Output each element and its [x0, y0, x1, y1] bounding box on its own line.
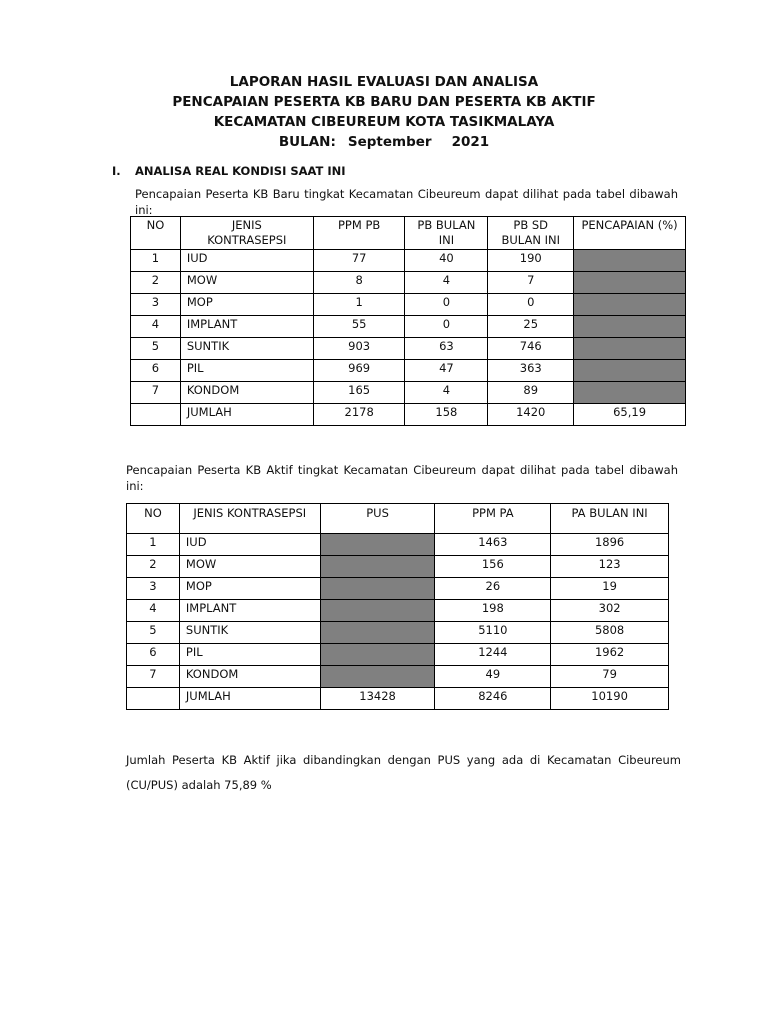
- table-row: [131, 382, 686, 404]
- cell-jenis: PIL: [180, 360, 313, 382]
- header-pb-sd-bulan-ini: PB SD BULAN INI: [488, 217, 574, 250]
- cell-ppm-pb: 1: [313, 294, 405, 316]
- cell-pa-bulan-ini: 19: [551, 578, 669, 600]
- cell-ppm-pb: 77: [313, 250, 405, 272]
- section-number: I.: [112, 164, 121, 178]
- cell-no: 2: [127, 556, 180, 578]
- table-row: [131, 272, 686, 294]
- cell-pencapaian-shaded: [574, 272, 686, 294]
- cell-pa-bulan-ini: 302: [551, 600, 669, 622]
- table-header-row: [127, 504, 669, 534]
- table-kb-baru: [130, 216, 686, 426]
- cell-no: [131, 404, 181, 426]
- cell-pencapaian-shaded: [574, 382, 686, 404]
- cell-pb-sd-bulan-ini: 7: [488, 272, 574, 294]
- cell-no: [127, 688, 180, 710]
- header-no: NO: [127, 504, 180, 534]
- cell-no: 5: [127, 622, 180, 644]
- cell-pb-bulan-ini: 0: [405, 294, 488, 316]
- cell-total-pb-bulan-ini: 158: [405, 404, 488, 426]
- cell-ppm-pb: 165: [313, 382, 405, 404]
- cell-total-ppm-pb: 2178: [313, 404, 405, 426]
- cell-pus-shaded: [320, 622, 435, 644]
- header-pus: PUS: [320, 504, 435, 534]
- table-row: [127, 556, 669, 578]
- cell-ppm-pa: 1244: [435, 644, 551, 666]
- cell-jenis: MOW: [179, 556, 320, 578]
- table-row: [127, 600, 669, 622]
- cell-ppm-pa: 5110: [435, 622, 551, 644]
- cell-pencapaian-shaded: [574, 360, 686, 382]
- cell-total-pa-bulan-ini: 10190: [551, 688, 669, 710]
- report-title: [0, 72, 768, 152]
- title-line-3: KECAMATAN CIBEUREUM KOTA TASIKMALAYA: [213, 114, 555, 130]
- cell-pencapaian-shaded: [574, 250, 686, 272]
- cell-jenis: KONDOM: [179, 666, 320, 688]
- cell-jenis: IMPLANT: [180, 316, 313, 338]
- cell-pb-sd-bulan-ini: 363: [488, 360, 574, 382]
- cell-pus-shaded: [320, 578, 435, 600]
- cell-no: 7: [127, 666, 180, 688]
- table-row: [131, 316, 686, 338]
- cell-pencapaian-shaded: [574, 316, 686, 338]
- table-kb-aktif: [126, 503, 669, 710]
- cell-ppm-pb: 903: [313, 338, 405, 360]
- cell-pus-shaded: [320, 556, 435, 578]
- cell-jenis: IUD: [180, 250, 313, 272]
- cell-no: 4: [131, 316, 181, 338]
- cell-pus-shaded: [320, 666, 435, 688]
- cell-no: 5: [131, 338, 181, 360]
- cell-pb-bulan-ini: 0: [405, 316, 488, 338]
- cell-pencapaian-shaded: [574, 338, 686, 360]
- paragraph-kb-baru: Pencapaian Peserta KB Baru tingkat Kecamatan Cibeureum dapat dilihat pada tabel dibawah ini:: [135, 187, 678, 217]
- cell-pb-sd-bulan-ini: 25: [488, 316, 574, 338]
- cell-pa-bulan-ini: 5808: [551, 622, 669, 644]
- header-pb-bulan-ini: PB BULAN INI: [405, 217, 488, 250]
- cell-jenis: MOP: [180, 294, 313, 316]
- cell-total-pb-sd-bulan-ini: 1420: [488, 404, 574, 426]
- cell-jumlah-label: JUMLAH: [180, 404, 313, 426]
- table-row: [131, 360, 686, 382]
- table-row: [127, 534, 669, 556]
- table-row: [127, 644, 669, 666]
- cell-pb-bulan-ini: 40: [405, 250, 488, 272]
- conclusion-paragraph: Jumlah Peserta KB Aktif jika dibandingkan dengan PUS yang ada di Kecamatan Cibeureum (CU/PUS) adalah 75,89 %: [126, 753, 681, 792]
- table-header-row: [131, 217, 686, 250]
- cell-pb-sd-bulan-ini: 89: [488, 382, 574, 404]
- cell-ppm-pa: 49: [435, 666, 551, 688]
- cell-jenis: MOW: [180, 272, 313, 294]
- cell-no: 3: [131, 294, 181, 316]
- cell-jenis: SUNTIK: [179, 622, 320, 644]
- cell-total-pencapaian: 65,19: [574, 404, 686, 426]
- month-value: September: [347, 134, 432, 150]
- cell-pb-sd-bulan-ini: 0: [488, 294, 574, 316]
- cell-ppm-pb: 55: [313, 316, 405, 338]
- cell-pb-bulan-ini: 4: [405, 272, 488, 294]
- cell-no: 1: [127, 534, 180, 556]
- table-total-row: [127, 688, 669, 710]
- cell-pus-shaded: [320, 600, 435, 622]
- cell-no: 7: [131, 382, 181, 404]
- table-row: [131, 294, 686, 316]
- cell-ppm-pb: 8: [313, 272, 405, 294]
- paragraph-kb-aktif: Pencapaian Peserta KB Aktif tingkat Kecamatan Cibeureum dapat dilihat pada tabel dibawah ini:: [126, 463, 678, 493]
- table-total-row: [131, 404, 686, 426]
- section-heading: [112, 164, 346, 178]
- header-jenis-kontrasepsi: JENIS KONTRASEPSI: [179, 504, 320, 534]
- header-pencapaian: PENCAPAIAN (%): [574, 217, 686, 250]
- cell-pus-shaded: [320, 534, 435, 556]
- cell-pb-sd-bulan-ini: 746: [488, 338, 574, 360]
- cell-pb-bulan-ini: 47: [405, 360, 488, 382]
- table-row: [131, 338, 686, 360]
- cell-pb-bulan-ini: 63: [405, 338, 488, 360]
- header-jenis-kontrasepsi: JENIS KONTRASEPSI: [180, 217, 313, 250]
- cell-no: 2: [131, 272, 181, 294]
- cell-pus-shaded: [320, 644, 435, 666]
- cell-no: 1: [131, 250, 181, 272]
- header-no: NO: [131, 217, 181, 250]
- cell-jenis: MOP: [179, 578, 320, 600]
- cell-jumlah-label: JUMLAH: [179, 688, 320, 710]
- cell-ppm-pa: 156: [435, 556, 551, 578]
- cell-no: 3: [127, 578, 180, 600]
- cell-pb-sd-bulan-ini: 190: [488, 250, 574, 272]
- cell-ppm-pa: 198: [435, 600, 551, 622]
- cell-total-pus: 13428: [320, 688, 435, 710]
- header-pa-bulan-ini: PA BULAN INI: [551, 504, 669, 534]
- cell-jenis: SUNTIK: [180, 338, 313, 360]
- cell-pa-bulan-ini: 79: [551, 666, 669, 688]
- header-ppm-pa: PPM PA: [435, 504, 551, 534]
- year-value: 2021: [451, 134, 490, 150]
- cell-total-ppm-pa: 8246: [435, 688, 551, 710]
- table-row: [127, 622, 669, 644]
- cell-pa-bulan-ini: 1962: [551, 644, 669, 666]
- cell-ppm-pa: 26: [435, 578, 551, 600]
- cell-pencapaian-shaded: [574, 294, 686, 316]
- cell-no: 6: [127, 644, 180, 666]
- title-line-2: PENCAPAIAN PESERTA KB BARU DAN PESERTA KB AKTIF: [172, 94, 596, 110]
- table-row: [127, 578, 669, 600]
- cell-pb-bulan-ini: 4: [405, 382, 488, 404]
- cell-pa-bulan-ini: 1896: [551, 534, 669, 556]
- table-row: [127, 666, 669, 688]
- section-title: ANALISA REAL KONDISI SAAT INI: [135, 164, 346, 178]
- cell-jenis: PIL: [179, 644, 320, 666]
- cell-no: 4: [127, 600, 180, 622]
- cell-pa-bulan-ini: 123: [551, 556, 669, 578]
- cell-ppm-pa: 1463: [435, 534, 551, 556]
- title-month-line: [0, 132, 768, 152]
- cell-jenis: KONDOM: [180, 382, 313, 404]
- cell-jenis: IUD: [179, 534, 320, 556]
- table-row: [131, 250, 686, 272]
- month-label: BULAN:: [278, 134, 336, 150]
- title-line-1: LAPORAN HASIL EVALUASI DAN ANALISA: [229, 74, 539, 90]
- cell-jenis: IMPLANT: [179, 600, 320, 622]
- cell-ppm-pb: 969: [313, 360, 405, 382]
- header-ppm-pb: PPM PB: [313, 217, 405, 250]
- cell-no: 6: [131, 360, 181, 382]
